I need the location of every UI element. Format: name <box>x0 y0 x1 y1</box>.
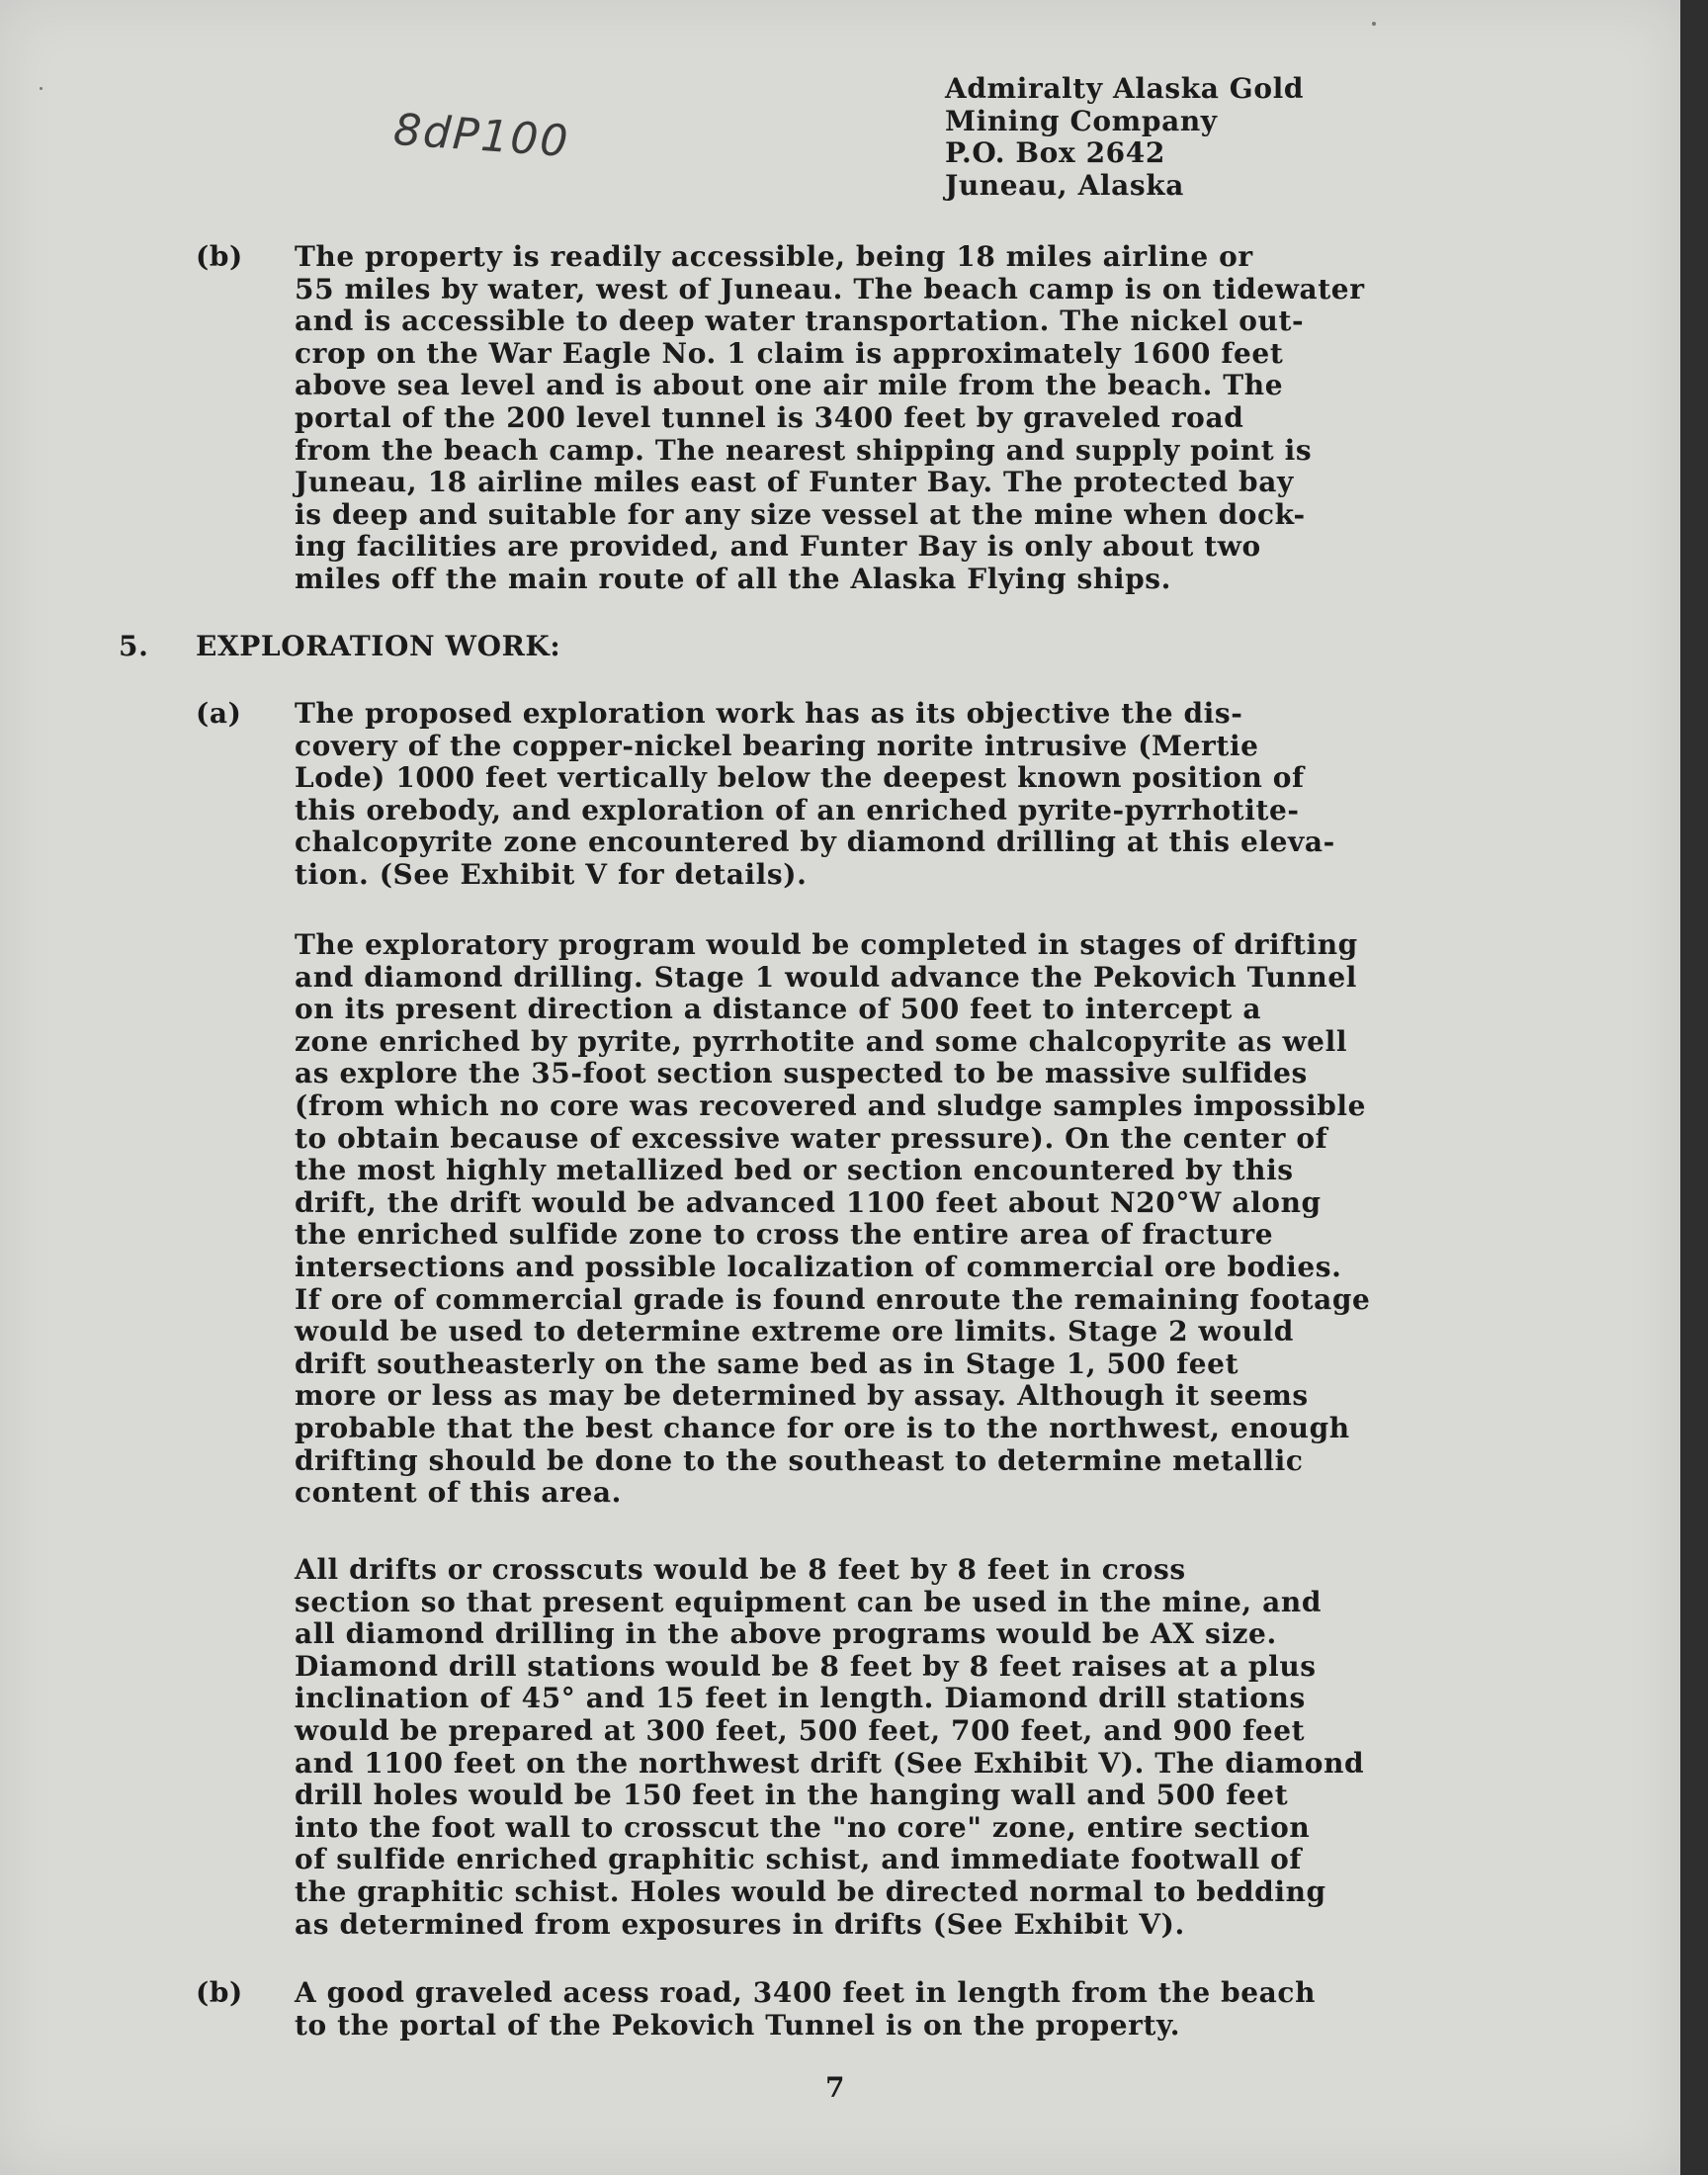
paragraph-line: from the beach camp. The nearest shipping and supply point is <box>295 433 1313 467</box>
paragraph-line: to the portal of the Pekovich Tunnel is on the property. <box>295 2008 1181 2042</box>
paragraph-line: probable that the best chance for ore is to the northwest, enough <box>295 1411 1350 1444</box>
paragraph-line: as determined from exposures in drifts (See Exhibit V). <box>295 1907 1185 1941</box>
paragraph-line: 55 miles by water, west of Juneau. The beach camp is on tidewater <box>295 272 1365 305</box>
paragraph-line: to obtain because of excessive water pressure). On the center of <box>295 1121 1328 1155</box>
paragraph-line: content of this area. <box>295 1476 622 1510</box>
paragraph-line: ing facilities are provided, and Funter Bay is only about two <box>295 530 1261 564</box>
paragraph-line: portal of the 200 level tunnel is 3400 feet by graveled road <box>295 400 1244 434</box>
paragraph-line: Diamond drill stations would be 8 feet by 8 feet raises at a plus <box>295 1649 1317 1683</box>
paragraph-line: all diamond drilling in the above programs would be AX size. <box>295 1617 1277 1651</box>
section-4b-label: (b) <box>196 240 243 273</box>
paragraph-line: this orebody, and exploration of an enriched pyrite-pyrrhotite- <box>295 793 1300 826</box>
paragraph-line: The proposed exploration work has as its objective the dis- <box>295 697 1243 730</box>
exploratory-program-paragraph <box>295 929 1609 1510</box>
drifts-paragraph <box>295 1554 1609 1941</box>
paragraph-line: and 1100 feet on the northwest drift (See Exhibit V). The diamond <box>295 1746 1365 1780</box>
paragraph-line: drifting should be done to the southeast to determine metallic <box>295 1443 1304 1477</box>
paragraph-line: Juneau, 18 airline miles east of Funter Bay. The protected bay <box>295 466 1294 499</box>
header-company-line-1: Admiralty Alaska Gold <box>945 72 1305 105</box>
paragraph-line: covery of the copper-nickel bearing norite intrusive (Mertie <box>295 729 1259 762</box>
paragraph-line: would be used to determine extreme ore limits. Stage 2 would <box>295 1315 1294 1348</box>
paragraph-line: above sea level and is about one air mile from the beach. The <box>295 369 1284 402</box>
header-company-line-2: Mining Company <box>945 104 1218 137</box>
section-5a-label: (a) <box>196 697 242 730</box>
scan-border <box>1680 0 1708 2175</box>
section-5b-paragraph <box>295 1977 1609 2042</box>
paragraph-line: would be prepared at 300 feet, 500 feet, 700 feet, and 900 feet <box>295 1713 1306 1747</box>
paragraph-line: intersections and possible localization of commercial ore bodies. <box>295 1250 1342 1283</box>
paragraph-line: tion. (See Exhibit V for details). <box>295 857 808 891</box>
paragraph-line: If ore of commercial grade is found enroute the remaining footage <box>295 1282 1371 1316</box>
paragraph-line: the graphitic schist. Holes would be directed normal to bedding <box>295 1874 1326 1908</box>
section-5a-paragraph <box>295 698 1609 892</box>
paragraph-line: (from which no core was recovered and sludge samples impossible <box>295 1088 1367 1122</box>
paragraph-line: and is accessible to deep water transportation. The nickel out- <box>295 304 1305 338</box>
section-4b-paragraph <box>295 241 1609 596</box>
paragraph-line: inclination of 45° and 15 feet in length. Diamond drill stations <box>295 1682 1306 1715</box>
paragraph-line: A good graveled acess road, 3400 feet in length from the beach <box>295 1976 1317 2009</box>
paragraph-line: miles off the main route of all the Alaska Flying ships. <box>295 562 1171 595</box>
paragraph-line: into the foot wall to crosscut the "no core" zone, entire section <box>295 1810 1311 1844</box>
paragraph-line: the most highly metallized bed or section encountered by this <box>295 1154 1294 1187</box>
paragraph-line: crop on the War Eagle No. 1 claim is approximately 1600 feet <box>295 336 1284 370</box>
scan-speck <box>40 87 43 90</box>
paragraph-line: drift, the drift would be advanced 1100 feet about N20°W along <box>295 1185 1322 1219</box>
paragraph-line: on its present direction a distance of 500 feet to intercept a <box>295 993 1262 1026</box>
paragraph-line: All drifts or crosscuts would be 8 feet by 8 feet in cross <box>295 1553 1186 1586</box>
page-number: 7 <box>824 2071 846 2104</box>
paragraph-line: and diamond drilling. Stage 1 would advance the Pekovich Tunnel <box>295 960 1358 994</box>
paragraph-line: drift southeasterly on the same bed as in Stage 1, 500 feet <box>295 1347 1239 1380</box>
paragraph-line: zone enriched by pyrite, pyrrhotite and some chalcopyrite as well <box>295 1024 1348 1058</box>
paragraph-line: chalcopyrite zone encountered by diamond drilling at this eleva- <box>295 826 1335 859</box>
paragraph-line: The exploratory program would be completed in stages of drifting <box>295 928 1358 961</box>
section-5b-label: (b) <box>196 1976 243 2009</box>
handwritten-note: 8dP100 <box>391 104 572 168</box>
section-5-heading: EXPLORATION WORK: <box>196 630 561 662</box>
paragraph-line: Lode) 1000 feet vertically below the deepest known position of <box>295 761 1305 795</box>
paragraph-line: the enriched sulfide zone to cross the entire area of fracture <box>295 1218 1274 1252</box>
header-city: Juneau, Alaska <box>945 168 1184 202</box>
paragraph-line: The property is readily accessible, being 18 miles airline or <box>295 240 1253 273</box>
letterhead-address <box>945 73 1360 202</box>
header-po-box: P.O. Box 2642 <box>945 136 1165 170</box>
paragraph-line: more or less as may be determined by assay. Although it seems <box>295 1379 1309 1413</box>
section-5-number: 5. <box>119 630 149 662</box>
paragraph-line: drill holes would be 150 feet in the hanging wall and 500 feet <box>295 1779 1289 1812</box>
paragraph-line: as explore the 35-foot section suspected to be massive sulfides <box>295 1057 1308 1090</box>
paragraph-line: section so that present equipment can be used in the mine, and <box>295 1585 1322 1618</box>
scan-speck <box>1372 22 1376 26</box>
paragraph-line: is deep and suitable for any size vessel at the mine when dock- <box>295 497 1306 531</box>
paragraph-line: of sulfide enriched graphitic schist, and immediate footwall of <box>295 1843 1303 1876</box>
